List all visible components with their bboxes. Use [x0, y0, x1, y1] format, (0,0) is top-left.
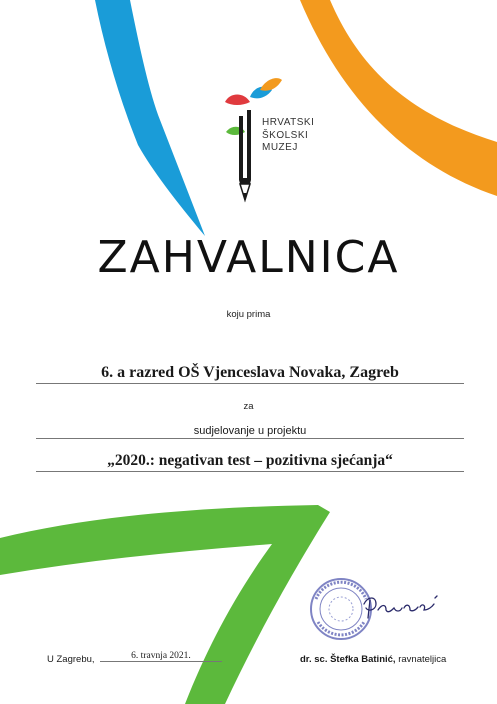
prima-label: koju prima: [226, 309, 271, 320]
project-label: sudjelovanje u projektu: [36, 425, 464, 439]
place-label: U Zagrebu,: [47, 654, 95, 665]
signer: [300, 654, 446, 665]
za-label: za: [243, 401, 254, 412]
logo-wordmark: [262, 117, 314, 155]
orange-leaf-icon: [260, 78, 282, 91]
logo-line-3: MUZEJ: [262, 142, 298, 153]
recipient-name: 6. a razred OŠ Vjenceslava Novaka, Zagreb: [36, 364, 464, 384]
blue-swoosh: [95, 0, 205, 236]
green-swoosh: [0, 505, 330, 704]
signer-role: ravnateljica: [398, 654, 447, 665]
orange-swoosh: [300, 0, 497, 196]
issue-date: 6. travnja 2021.: [100, 651, 222, 662]
red-leaf-icon: [225, 95, 250, 106]
signature: [364, 596, 437, 618]
museum-stamp: [306, 574, 466, 644]
logo-line-1: HRVATSKI: [262, 117, 315, 128]
certificate-title: ZAHVALNICA: [97, 232, 400, 283]
logo-line-2: ŠKOLSKI: [262, 129, 309, 141]
project-name: „2020.: negativan test – pozitivna sjećanja“: [36, 452, 464, 472]
signer-name: dr. sc. Štefka Batinić,: [300, 654, 396, 665]
